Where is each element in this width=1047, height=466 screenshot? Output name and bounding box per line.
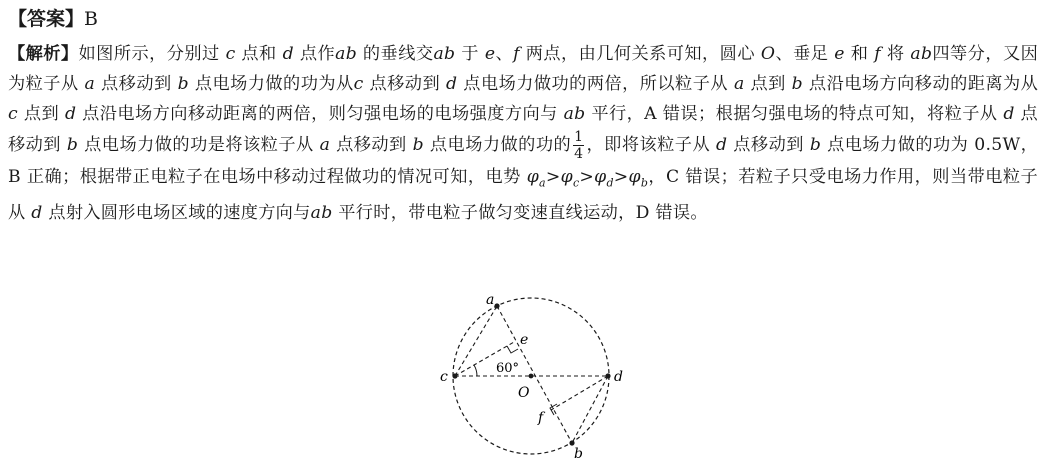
var-ab: ab [433,44,456,64]
gt-sign: > [545,167,561,187]
var-b: b [412,135,424,155]
point-c [452,373,457,378]
sub-a: a [539,176,546,190]
text-run: 点射入圆形电场区域的速度方向与 [48,203,311,224]
var-e: e [834,44,845,64]
var-f: f [513,44,520,64]
text-run: 的垂线交 [362,44,434,64]
label-c: c [440,369,448,385]
sub-d: d [606,176,614,190]
var-ab: ab [310,203,333,224]
var-ab: ab [563,104,586,124]
var-c: c [8,104,18,124]
analysis-label: 【解析】 [8,44,79,64]
label-f: f [538,410,544,426]
text-run: 点移动到 [733,135,804,155]
label-O: O [518,385,530,401]
text-run: 点电场力做的功为 0.5W，B 正确；根据带正电粒子在电场中移动过程做功的情况可知，电势 [8,135,1039,187]
text-run: 于 [461,44,479,64]
var-d: d [31,203,43,224]
text-run: 点电场力做的功为从 [194,74,354,94]
text-run: 四等分，又因为粒子从 [8,44,1039,94]
text-run: 平行，A 错误；根据匀强电场的特点可知，将粒子从 [591,104,998,124]
text-run: 平行时，带电粒子做匀变速直线运动，D 错误。 [338,203,708,224]
var-d: d [716,135,728,155]
text-run: ，C 错误；若粒子只受电场力作用，则当带电粒子从 [8,167,1038,224]
text-run: 点电场力做的功是将该粒子从 [84,135,314,155]
var-c: c [353,74,364,94]
label-d: d [614,369,623,385]
var-c: c [225,44,236,64]
var-b: b [791,74,803,94]
text-run: 点和 [241,44,277,64]
var-O: O [760,44,776,64]
var-b: b [66,135,79,155]
right-angle-mark-e [507,346,518,353]
text-run: 两点，由几何关系可知，圆心 [525,44,755,64]
text-run: 、 [495,44,514,64]
text-run: 点到 [23,104,60,124]
text-run: 点移动到 [369,74,441,94]
answer-label: 【答案】 [8,8,85,30]
text-run: ，即将该粒子从 [586,135,711,155]
var-b: b [177,74,189,94]
text-run: 、垂足 [775,44,829,64]
fraction-denominator: 4 [574,146,584,162]
phi-symbol: φ [628,167,641,187]
text-run: 点移动到 [336,135,407,155]
text-run: 点电场力做功的两倍，所以粒子从 [463,74,728,94]
point-b [569,440,574,445]
text-run: 点沿电场方向移动距离的两倍，则匀强电场的电场强度方向与 [82,104,558,124]
phi-symbol: φ [560,167,573,187]
label-b: b [574,446,583,462]
phi-symbol: φ [594,167,607,187]
var-d: d [446,74,458,94]
var-e: e [484,44,496,64]
sub-c: c [572,176,580,190]
text-run: 点作 [299,44,336,64]
line-db [572,376,608,443]
var-a: a [84,74,96,94]
text-run: 点移动到 [101,74,172,94]
label-e: e [520,332,529,348]
answer-value: B [84,8,98,30]
point-a [494,303,499,308]
label-a: a [486,292,495,308]
perpendicular-df [551,376,608,410]
phi-symbol: φ [526,167,540,187]
text-run: 点到 [750,74,786,94]
var-ab: ab [910,44,933,64]
text-run: 点移动到 [8,104,1039,155]
var-a: a [733,74,745,94]
fraction-numerator: 1 [574,129,584,145]
var-ab: ab [335,44,357,64]
var-d: d [1003,104,1015,124]
text-run: 和 [850,44,869,64]
text-run: 点沿电场方向移动的距离为从 [808,74,1039,94]
gt-sign: > [613,167,629,187]
var-d: d [282,44,294,64]
var-d: d [64,104,77,124]
sub-b: b [640,176,649,190]
gt-sign: > [579,167,595,187]
label-angle: 60° [496,361,520,376]
point-d [605,373,610,378]
text-run: 如图所示，分别过 [78,44,220,64]
text-run: 点电场力做的功的 [429,135,572,155]
text-run: 将 [886,44,905,64]
var-b: b [809,135,822,155]
angle-arc [474,365,477,376]
point-O [529,374,534,379]
var-a: a [319,135,331,155]
var-f: f [874,44,881,64]
